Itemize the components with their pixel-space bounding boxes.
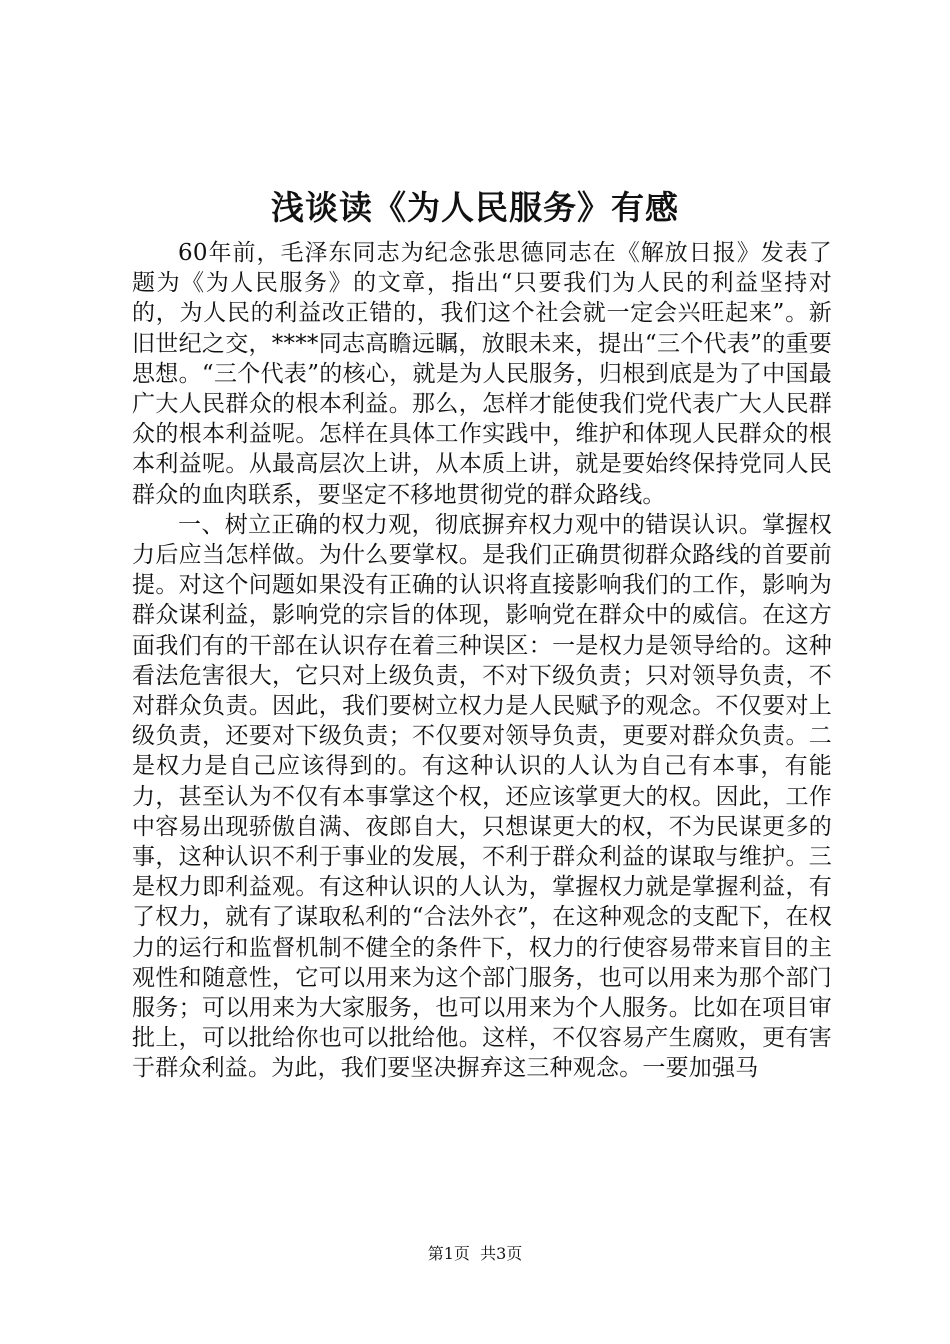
page-number: 第1页	[427, 1244, 470, 1263]
document-title: 浅谈读《为人民服务》有感	[271, 188, 679, 227]
document-body	[132, 238, 832, 1084]
page-total: 共3页	[480, 1244, 523, 1263]
paragraph-section-one: 一、树立正确的权力观，彻底摒弃权力观中的错误认识。掌握权力后应当怎样做。为什么要掌权。是我们正确贯彻群众路线的首要前提。对这个问题如果没有正确的认识将直接影响我们的工作，影响为群众谋利益，影响党的宗旨的体现，影响党在群众中的威信。在这方面我们有的干部在认识存在着三种误区：一是权力是领导给的。这种看法危害很大，它只对上级负责，不对下级负责；只对领导负责，不对群众负责。因此，我们要树立权力是人民赋予的观念。不仅要对上级负责，还要对下级负责；不仅要对领导负责，更要对群众负责。二是权力是自己应该得到的。有这种认识的人认为自己有本事，有能力，甚至认为不仅有本事掌这个权，还应该掌更大的权。因此，工作中容易出现骄傲自满、夜郎自大，只想谋更大的权，不为民谋更多的事，这种认识不利于事业的发展，不利于群众利益的谋取与维护。三是权力即利益观。有这种认识的人认为，掌握权力就是掌握利益，有了权力，就有了谋取私利的“合法外衣”，在这种观念的支配下，在权力的运行和监督机制不健全的条件下，权力的行使容易带来盲目的主观性和随意性，它可以用来为这个部门服务，也可以用来为那个部门服务；可以用来为大家服务，也可以用来为个人服务。比如在项目审批上，可以批给你也可以批给他。这样，不仅容易产生腐败，更有害于群众利益。为此，我们要坚决摒弃这三种观念。一要加强马	[132, 511, 832, 1082]
paragraph-intro: 60年前，毛泽东同志为纪念张思德同志在《解放日报》发表了题为《为人民服务》的文章，指出“只要我们为人民的利益坚持对的，为人民的利益改正错的，我们这个社会就一定会兴旺起来”。新旧世纪之交，****同志高瞻远瞩，放眼未来，提出“三个代表”的重要思想。“三个代表”的核心，就是为人民服务，归根到底是为了中国最广大人民群众的根本利益。那么，怎样才能使我们党代表广大人民群众的根本利益呢。怎样在具体工作实践中，维护和体现人民群众的根本利益呢。从最高层次上讲，从本质上讲，就是要始终保持党同人民群众的血肉联系，要坚定不移地贯彻党的群众路线。	[132, 240, 832, 508]
footer-gap	[470, 1244, 480, 1263]
page-footer	[0, 1244, 950, 1264]
